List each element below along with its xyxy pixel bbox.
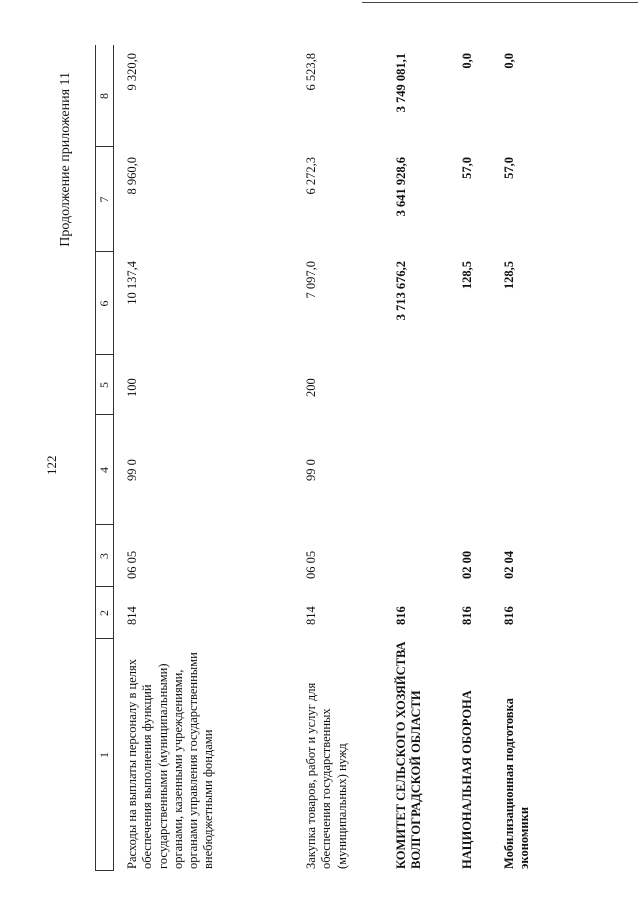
row-value-6: 7 097,0 xyxy=(304,261,318,299)
header-col-1: 1 xyxy=(97,752,111,758)
row-value-8: 6 523,8 xyxy=(304,53,318,91)
row-value-8: 0,0 xyxy=(460,53,474,69)
row-name: КОМИТЕТ СЕЛЬСКОГО ХОЗЯЙСТВА ВОЛГОГРАДСКОЙ ОБЛАСТИ xyxy=(394,641,424,869)
row-value-7: 6 272,3 xyxy=(304,157,318,195)
row-value-8: 0,0 xyxy=(502,53,516,69)
row-section: 02 00 xyxy=(460,550,474,579)
header-col-7: 7 xyxy=(97,196,111,203)
row-value-6: 128,5 xyxy=(502,261,516,290)
header-col-5: 5 xyxy=(97,382,111,388)
row-type: 200 xyxy=(304,378,318,397)
row-program: 99 0 xyxy=(304,459,318,481)
row-section: 02 04 xyxy=(502,550,516,579)
row-type: 100 xyxy=(125,378,139,397)
header-col-6: 6 xyxy=(97,300,111,307)
row-section: 06 05 xyxy=(125,550,139,579)
row-value-7: 3 641 928,6 xyxy=(394,157,408,217)
row-code: 816 xyxy=(460,606,474,625)
row-value-7: 57,0 xyxy=(460,157,474,179)
rotated-page-content xyxy=(0,45,532,905)
page-number: 122 xyxy=(44,455,59,475)
header-bottom-border xyxy=(113,45,114,871)
row-code: 814 xyxy=(125,606,139,625)
row-value-8: 3 749 081,1 xyxy=(394,53,408,113)
row-code: 816 xyxy=(394,606,408,625)
header-col-2: 2 xyxy=(97,610,111,616)
row-value-7: 8 960,0 xyxy=(125,157,139,195)
header-col-8: 8 xyxy=(97,93,111,99)
continuation-label: Продолжение приложения 11 xyxy=(58,72,73,247)
row-code: 816 xyxy=(502,606,516,625)
header-top-border xyxy=(95,45,96,871)
row-name: Расходы на выплаты персоналу в целях обеспечения выполнения функций государственными (муниципальными) органами, казенными учреждениями, органами управления государственными внебюджетными фондами xyxy=(125,652,216,869)
row-value-7: 57,0 xyxy=(502,157,516,179)
row-name: Закупка товаров, работ и услуг для обеспечения государственных (муниципальных) нужд xyxy=(304,682,349,869)
header-col-4: 4 xyxy=(97,467,111,473)
top-rule xyxy=(362,2,638,3)
row-value-8: 9 320,0 xyxy=(125,53,139,91)
row-code: 814 xyxy=(304,606,318,625)
row-value-6: 128,5 xyxy=(460,261,474,290)
row-name: Мобилизационная подготовка экономики xyxy=(502,698,532,869)
row-value-6: 3 713 676,2 xyxy=(394,261,408,321)
header-col-3: 3 xyxy=(97,553,111,559)
row-program: 99 0 xyxy=(125,459,139,481)
row-value-6: 10 137,4 xyxy=(125,261,139,305)
row-section: 06 05 xyxy=(304,550,318,579)
row-name: НАЦИОНАЛЬНАЯ ОБОРОНА xyxy=(460,690,474,869)
